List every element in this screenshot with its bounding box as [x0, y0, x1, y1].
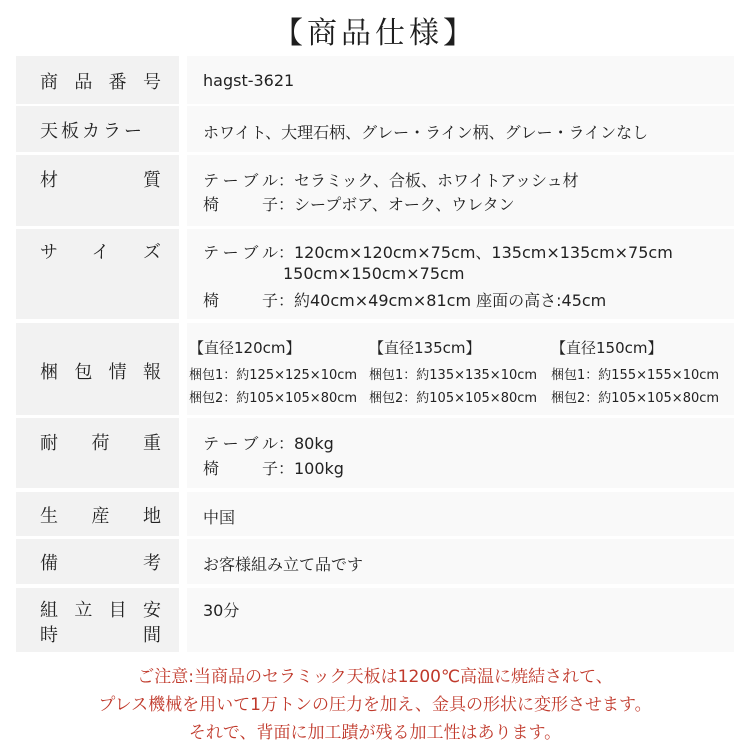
spec-value-cell — [187, 323, 734, 415]
notice-line-3: それで、背面に加工蹟が残る加工性はあります。 — [188, 723, 562, 743]
spec-row-material — [16, 155, 734, 226]
spec-value-cell — [187, 106, 734, 152]
spec-label-cell — [16, 418, 179, 488]
spec-row-color — [16, 106, 734, 152]
label-char: 産 — [91, 506, 110, 527]
load-table-value: ：80kg — [278, 434, 334, 453]
model-label — [40, 68, 161, 94]
size-table-value-2: 150cm×150cm×75cm — [283, 264, 465, 283]
material-table-value: ：セラミック、合板、ホワイトアッシュ材 — [278, 171, 579, 190]
spec-row-assembly — [16, 588, 734, 652]
label-char: 時 — [40, 625, 58, 646]
label-char: 備 — [40, 553, 58, 574]
spec-label-cell — [16, 588, 179, 652]
notes-label — [40, 549, 161, 575]
spec-row-size — [16, 229, 734, 319]
load-chair-value: ：100kg — [278, 459, 344, 478]
spec-label-cell — [16, 106, 179, 152]
notice-line-2: プレス機械を用いて1万トンの圧力を加え、金具の形状に変形させます。 — [98, 695, 652, 715]
model-value: hagst-3621 — [203, 71, 295, 90]
label-char: 報 — [142, 362, 161, 383]
label-char: 情 — [108, 362, 127, 383]
package-col-pkg2: 梱包2：約105×105×80cm — [189, 391, 358, 406]
spec-value-cell — [187, 56, 734, 104]
label-char: 号 — [142, 72, 161, 93]
package-col-pkg1: 梱包1：約125×125×10cm — [189, 368, 358, 383]
spec-value-cell — [187, 229, 734, 319]
label-char: 商 — [40, 72, 58, 93]
label-char: 考 — [143, 553, 161, 574]
spec-row-origin — [16, 492, 734, 536]
size-table-value: ：120cm×120cm×75cm、135cm×135cm×75cm — [278, 243, 673, 262]
label-char: イ — [91, 242, 110, 263]
label-char: 耐 — [40, 433, 58, 454]
label-char: 目 — [108, 600, 127, 621]
material-label — [40, 166, 161, 192]
package-col-pkg1: 梱包1：約155×155×10cm — [551, 368, 720, 383]
spec-label-cell — [16, 539, 179, 584]
size-chair-key: 椅 子 — [203, 291, 278, 310]
spec-row-load — [16, 418, 734, 488]
spec-value-cell — [187, 588, 734, 652]
material-chair-value: ：シープボア、オーク、ウレタン — [278, 195, 515, 214]
label-char: 品 — [74, 72, 93, 93]
label-char: 安 — [142, 600, 161, 621]
load-label — [40, 429, 161, 455]
material-chair-line — [203, 192, 515, 215]
label-char: 質 — [143, 170, 161, 191]
label-char: 地 — [143, 506, 161, 527]
size-chair-value: ：約40cm×49cm×81cm 座面の高さ:45cm — [278, 291, 607, 310]
spec-value-cell — [187, 155, 734, 226]
origin-value: 中国 — [203, 508, 236, 527]
load-chair-key: 椅 子 — [203, 459, 278, 478]
material-table-line — [203, 168, 579, 191]
assembly-label-line-2 — [40, 621, 161, 647]
label-char: 立 — [74, 600, 93, 621]
label-char: 材 — [40, 170, 58, 191]
notice-line-1: ご注意:当商品のセラミック天板は1200℃高温に焼結されて、 — [137, 667, 613, 687]
color-value: ホワイト、大理石柄、グレー・ライン柄、グレー・ラインなし — [203, 123, 649, 142]
package-col-header: 【直径150cm】 — [551, 339, 663, 357]
page-title: 【商品仕様】 — [273, 16, 477, 51]
material-table-key: テ ー ブ ル — [203, 171, 278, 190]
spec-label-cell — [16, 492, 179, 536]
size-table-key: テ ー ブ ル — [203, 243, 278, 262]
notes-value: お客様組み立て品です — [203, 555, 364, 574]
package-label — [40, 358, 161, 384]
assembly-value: 30分 — [203, 601, 240, 620]
package-col-header: 【直径120cm】 — [189, 339, 301, 357]
label-char: ズ — [143, 242, 161, 263]
package-col-pkg2: 梱包2：約105×105×80cm — [369, 391, 538, 406]
spec-row-model — [16, 56, 734, 104]
size-table-line — [203, 240, 673, 263]
label-char: 間 — [143, 625, 161, 646]
spec-row-package — [16, 323, 734, 415]
spec-label-cell — [16, 323, 179, 415]
label-char: 番 — [108, 72, 127, 93]
size-chair-line — [203, 288, 606, 311]
load-table-key: テ ー ブ ル — [203, 434, 278, 453]
package-col-pkg1: 梱包1：約135×135×10cm — [369, 368, 538, 383]
color-label: 天板カラー — [40, 121, 145, 142]
origin-label — [40, 502, 161, 528]
package-col-header: 【直径135cm】 — [369, 339, 481, 357]
label-char: 梱 — [40, 362, 58, 383]
assembly-label-line-1 — [40, 596, 161, 622]
label-char: 荷 — [91, 433, 110, 454]
load-chair-line — [203, 456, 344, 479]
label-char: 重 — [143, 433, 161, 454]
spec-value-cell — [187, 418, 734, 488]
package-col-pkg2: 梱包2：約105×105×80cm — [551, 391, 720, 406]
label-char: 組 — [40, 600, 58, 621]
size-label — [40, 238, 161, 264]
label-char: サ — [40, 242, 58, 263]
label-char: 生 — [40, 506, 58, 527]
spec-value-cell — [187, 539, 734, 584]
load-table-line — [203, 431, 334, 454]
spec-label-cell — [16, 56, 179, 104]
spec-value-cell — [187, 492, 734, 536]
material-chair-key: 椅 子 — [203, 195, 278, 214]
spec-label-cell — [16, 229, 179, 319]
spec-label-cell — [16, 155, 179, 226]
spec-row-notes — [16, 539, 734, 584]
label-char: 包 — [74, 362, 93, 383]
